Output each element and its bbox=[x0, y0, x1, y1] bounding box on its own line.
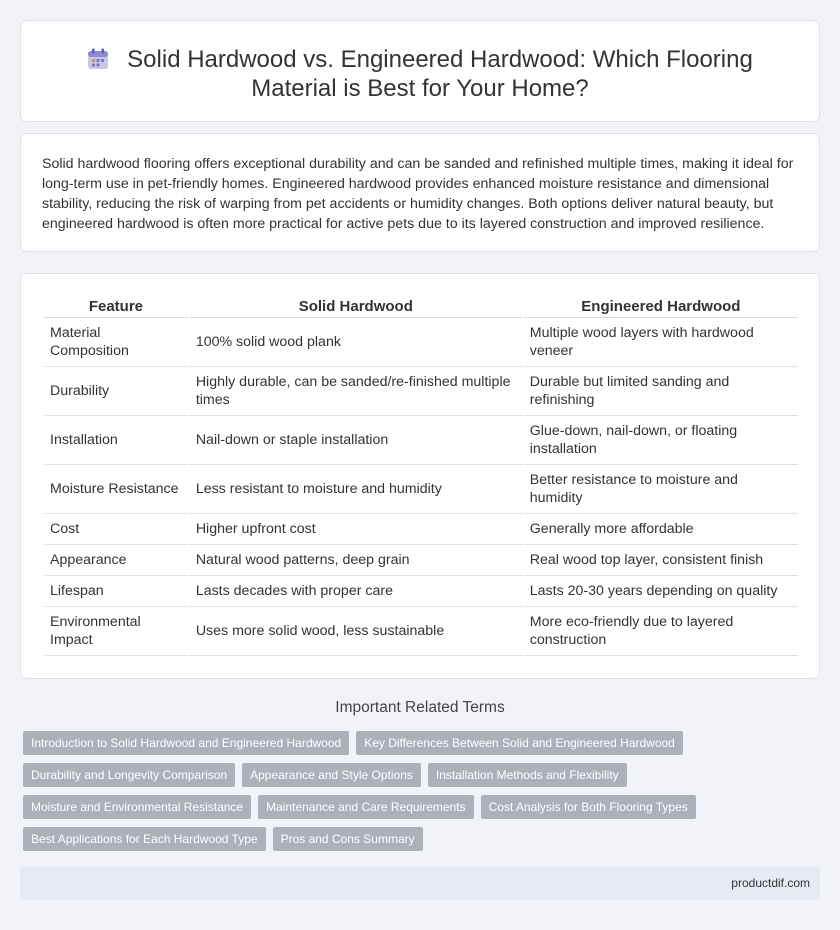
row-feature: Durability bbox=[44, 367, 188, 416]
tag-row bbox=[23, 795, 813, 819]
table-row bbox=[44, 607, 798, 656]
related-tag[interactable]: Appearance and Style Options bbox=[242, 763, 421, 787]
row-solid: Nail-down or staple installation bbox=[190, 416, 522, 465]
table-row bbox=[44, 416, 798, 465]
table-header-row bbox=[44, 296, 798, 318]
row-feature: Moisture Resistance bbox=[44, 465, 188, 514]
intro-paragraph: Solid hardwood flooring offers exceptional durability and can be sanded and refinished multiple times, making it ideal for long-term use in pet-friendly homes. Engineered hardwood provides enhanced moisture resistance and dimensional stability, reducing the risk of warping from pet accidents or humidity changes. Both options deliver natural beauty, but engineered hardwood is often more practical for active pets due to its layered construction and improved resilience. bbox=[42, 156, 794, 232]
row-feature: Environmental Impact bbox=[44, 607, 188, 656]
row-solid: Lasts decades with proper care bbox=[190, 576, 522, 607]
page-title-wrap bbox=[21, 45, 819, 103]
row-engineered: Lasts 20-30 years depending on quality bbox=[524, 576, 798, 607]
row-engineered: Real wood top layer, consistent finish bbox=[524, 545, 798, 576]
table-row bbox=[44, 514, 798, 545]
row-engineered: More eco-friendly due to layered construction bbox=[524, 607, 798, 656]
row-solid: 100% solid wood plank bbox=[190, 318, 522, 367]
table-row bbox=[44, 465, 798, 514]
row-feature: Cost bbox=[44, 514, 188, 545]
related-tag[interactable]: Key Differences Between Solid and Engineered Hardwood bbox=[356, 731, 683, 755]
row-solid: Uses more solid wood, less sustainable bbox=[190, 607, 522, 656]
footer bbox=[20, 866, 820, 900]
comparison-table bbox=[42, 296, 800, 656]
row-engineered: Better resistance to moisture and humidity bbox=[524, 465, 798, 514]
row-engineered: Durable but limited sanding and refinishing bbox=[524, 367, 798, 416]
tag-row bbox=[23, 731, 813, 755]
page-title: Solid Hardwood vs. Engineered Hardwood: Which Flooring Material is Best for Your Home? bbox=[127, 46, 753, 102]
calendar-icon bbox=[87, 48, 109, 70]
row-engineered: Glue-down, nail-down, or floating installation bbox=[524, 416, 798, 465]
related-tag[interactable]: Cost Analysis for Both Flooring Types bbox=[481, 795, 696, 819]
row-solid: Less resistant to moisture and humidity bbox=[190, 465, 522, 514]
related-tag[interactable]: Pros and Cons Summary bbox=[273, 827, 423, 851]
header-engineered: Engineered Hardwood bbox=[524, 296, 798, 318]
row-feature: Material Composition bbox=[44, 318, 188, 367]
related-tag[interactable]: Installation Methods and Flexibility bbox=[428, 763, 627, 787]
header-solid: Solid Hardwood bbox=[190, 296, 522, 318]
table-row bbox=[44, 367, 798, 416]
row-engineered: Generally more affordable bbox=[524, 514, 798, 545]
table-row bbox=[44, 545, 798, 576]
header-feature: Feature bbox=[44, 296, 188, 318]
tag-row bbox=[23, 827, 813, 851]
related-terms-tags bbox=[23, 731, 813, 859]
footer-site-link[interactable]: productdif.com bbox=[731, 876, 810, 890]
row-solid: Higher upfront cost bbox=[190, 514, 522, 545]
row-solid: Highly durable, can be sanded/re-finished multiple times bbox=[190, 367, 522, 416]
related-tag[interactable]: Maintenance and Care Requirements bbox=[258, 795, 473, 819]
intro-card bbox=[20, 133, 820, 252]
related-terms-title: Important Related Terms bbox=[335, 699, 505, 716]
row-feature: Appearance bbox=[44, 545, 188, 576]
row-feature: Lifespan bbox=[44, 576, 188, 607]
table-row bbox=[44, 318, 798, 367]
related-tag[interactable]: Best Applications for Each Hardwood Type bbox=[23, 827, 266, 851]
row-feature: Installation bbox=[44, 416, 188, 465]
row-solid: Natural wood patterns, deep grain bbox=[190, 545, 522, 576]
comparison-card bbox=[20, 273, 820, 679]
related-tag[interactable]: Durability and Longevity Comparison bbox=[23, 763, 235, 787]
title-card bbox=[20, 20, 820, 122]
row-engineered: Multiple wood layers with hardwood veneer bbox=[524, 318, 798, 367]
related-tag[interactable]: Introduction to Solid Hardwood and Engineered Hardwood bbox=[23, 731, 349, 755]
table-row bbox=[44, 576, 798, 607]
related-tag[interactable]: Moisture and Environmental Resistance bbox=[23, 795, 251, 819]
tag-row bbox=[23, 763, 813, 787]
